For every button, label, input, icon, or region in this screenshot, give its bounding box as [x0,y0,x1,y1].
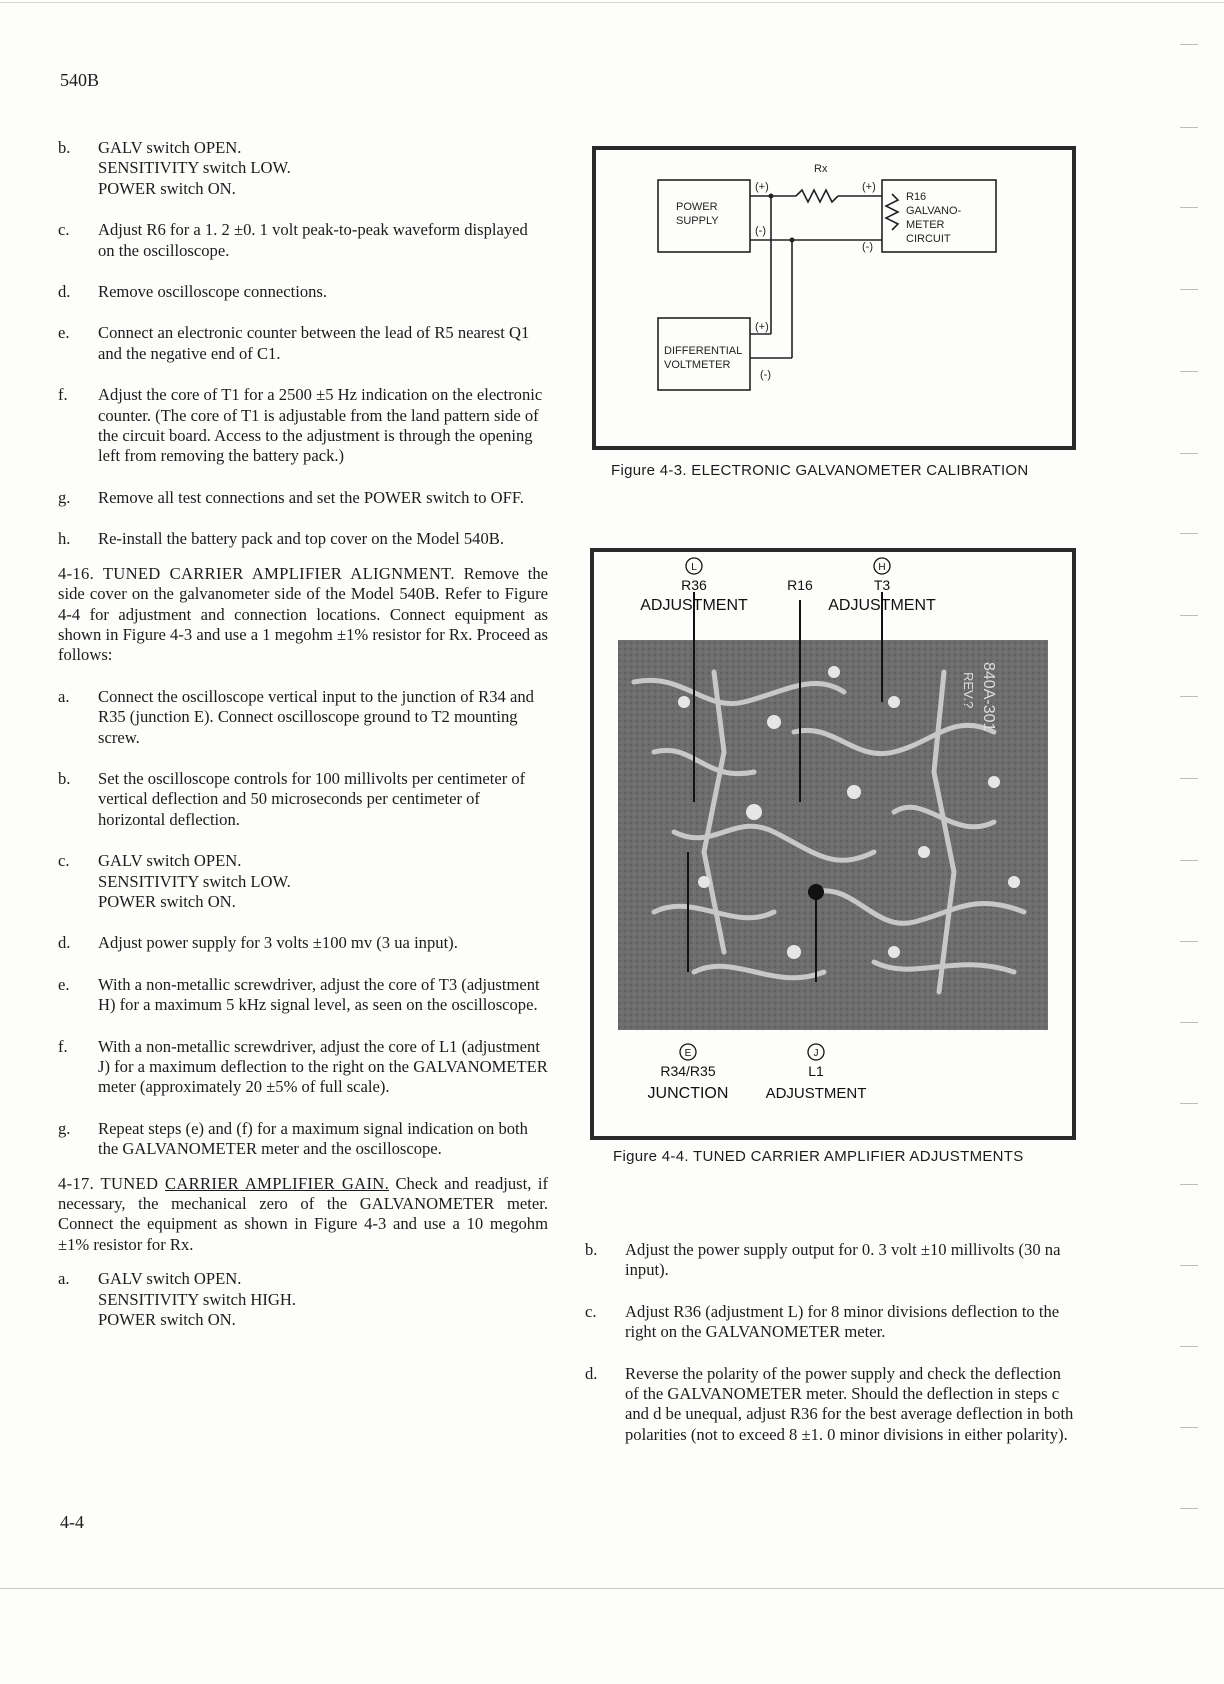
label-r34-r35: R34/R35 [660,1063,716,1079]
svg-text:CIRCUIT: CIRCUIT [906,233,951,245]
svg-text:(+): (+) [755,321,769,333]
svg-text:ADJUSTMENT: ADJUSTMENT [640,597,748,614]
step-r-d: d. Reverse the polarity of the power supply and check the deflection of the GALVANOMETER meter. Should the deflection in steps c and d be unequal, adjust R36 for the best average deflection in both polarities (not to exceed 8 ±1. 0 minor divisions in either polarity). [585,1363,1074,1444]
step-r-b: b. Adjust the power supply output for 0. 3 volt ±10 millivolts (30 na input). [585,1240,1061,1280]
label-t3: T3 [873,577,891,593]
svg-text:ADJUSTMENT: ADJUSTMENT [828,597,936,614]
svg-text:(-): (-) [755,225,766,237]
figure-4-3 [592,146,1076,450]
l1-core [808,884,824,900]
calibration-diagram [596,150,1072,446]
step-4-16-f: f. With a non-metallic screwdriver, adjust the core of L1 (adjustment J) for a maximum deflection to the right on the GALVANOMETER meter (approximately 20 ±5% of full scale). [58,1036,548,1097]
step-4-16-g: g. Repeat steps (e) and (f) for a maximum signal indication on both the GALVANOMETER meter and the oscilloscope. [58,1118,528,1159]
page-header: 540B [60,70,100,90]
step-c: c. Adjust R6 for a 1. 2 ±0. 1 volt peak-to-peak waveform displayed on the oscilloscope. [58,220,528,260]
figure-4-4-caption: Figure 4-4. TUNED CARRIER AMPLIFIER ADJUSTMENTS [613,1148,1024,1165]
section-heading: 4-16. TUNED CARRIER AMPLIFIER ALIGNMENT. [58,563,455,583]
page-edge [0,1588,1224,1589]
page-edge [0,2,1224,3]
step-4-16-e: e. With a non-metallic screwdriver, adjust the core of T3 (adjustment H) for a maximum 5 kHz signal level, as seen on the oscilloscope. [58,974,540,1015]
galvanometer-label: R16 [906,191,927,203]
step-g: g. Remove all test connections and set the POWER switch to OFF. [58,487,524,507]
step-4-17-a: a. GALV switch OPEN. SENSITIVITY switch HIGH. POWER switch ON. [58,1269,297,1330]
label-r36: R36 [681,577,707,593]
label-r16: R16 [787,577,813,593]
svg-text:(+): (+) [862,181,876,193]
step-4-16-c: c. GALV switch OPEN. SENSITIVITY switch LOW. POWER switch ON. [58,851,291,911]
label-j-letter: J [813,1048,819,1059]
step-e: e. Connect an electronic counter between the lead of R5 nearest Q1 and the negative end of C1. [58,323,530,363]
label-l-letter: L [691,562,697,573]
label-l1: L1 [808,1063,824,1079]
rx-resistor [796,190,838,202]
step-b: b. GALV switch OPEN. SENSITIVITY switch LOW. POWER switch ON. [58,138,291,198]
svg-text:VOLTMETER: VOLTMETER [664,359,731,371]
step-4-16-b: b. Set the oscilloscope controls for 100 millivolts per centimeter of vertical deflection and 50 microseconds per centimeter of horizontal deflection. [58,768,526,829]
svg-text:(+): (+) [755,181,769,193]
step-d: d. Remove oscilloscope connections. [58,282,328,302]
board-part-number: 840A-301 [980,662,997,732]
margin-ticks [1180,0,1210,1684]
label-e-letter: E [684,1048,692,1059]
section-4-16: 4-16. TUNED CARRIER AMPLIFIER ALIGNMENT. Remove the side cover on the galvanometer side of the Model 540B. Refer to Figure 4-4 for adjustment and connection locations. Connect equipment as shown in Figure 4-3 and use a 1 megohm ±1% resistor for Rx. Proceed as follows: [58,563,548,665]
step-4-16-a: a. Connect the oscilloscope vertical input to the junction of R34 and R35 (junction E). Connect oscilloscope ground to T2 mounting screw. [58,686,534,747]
label-h-letter: H [878,562,886,573]
svg-text:SUPPLY: SUPPLY [676,215,719,227]
step-h: h. Re-install the battery pack and top cover on the Model 540B. [58,529,504,549]
figure-4-3-caption: Figure 4-3. ELECTRONIC GALVANOMETER CALIBRATION [611,462,1029,479]
board-photo [594,552,1072,1136]
left-column [58,138,548,1330]
step-r-c: c. Adjust R36 (adjustment L) for 8 minor divisions deflection to the right on the GALVANOMETER meter. [585,1301,1060,1342]
voltmeter-label: DIFFERENTIAL [664,345,743,357]
svg-text:GALVANO-: GALVANO- [906,205,962,217]
figure-4-4 [590,548,1076,1140]
svg-text:(-): (-) [760,369,771,381]
power-supply-label: POWER [676,201,718,213]
svg-text:ADJUSTMENT: ADJUSTMENT [765,1085,867,1102]
step-4-16-d: d. Adjust power supply for 3 volts ±100 mv (3 ua input). [58,933,458,953]
svg-text:METER: METER [906,219,945,231]
svg-text:JUNCTION: JUNCTION [647,1085,729,1102]
rx-label: Rx [814,163,828,175]
section-4-17: 4-17. TUNED CARRIER AMPLIFIER GAIN. Check and readjust, if necessary, the mechanical zero of the GALVANOMETER meter. Connect the equipment as shown in Figure 4-3 and use a 10 megohm ±1% resistor for Rx. [58,1173,548,1254]
step-f: f. Adjust the core of T1 for a 2500 ±5 Hz indication on the electronic counter. (The core of T1 is adjustable from the land pattern side of the circuit board. Access to the adjustment is through the opening left from removing the battery pack.) [58,385,543,466]
page-number: 4-4 [60,1512,84,1532]
right-column [585,1240,1075,1466]
board-revision: REV.? [961,672,976,709]
svg-text:(-): (-) [862,241,873,253]
r16-resistor [886,194,898,230]
